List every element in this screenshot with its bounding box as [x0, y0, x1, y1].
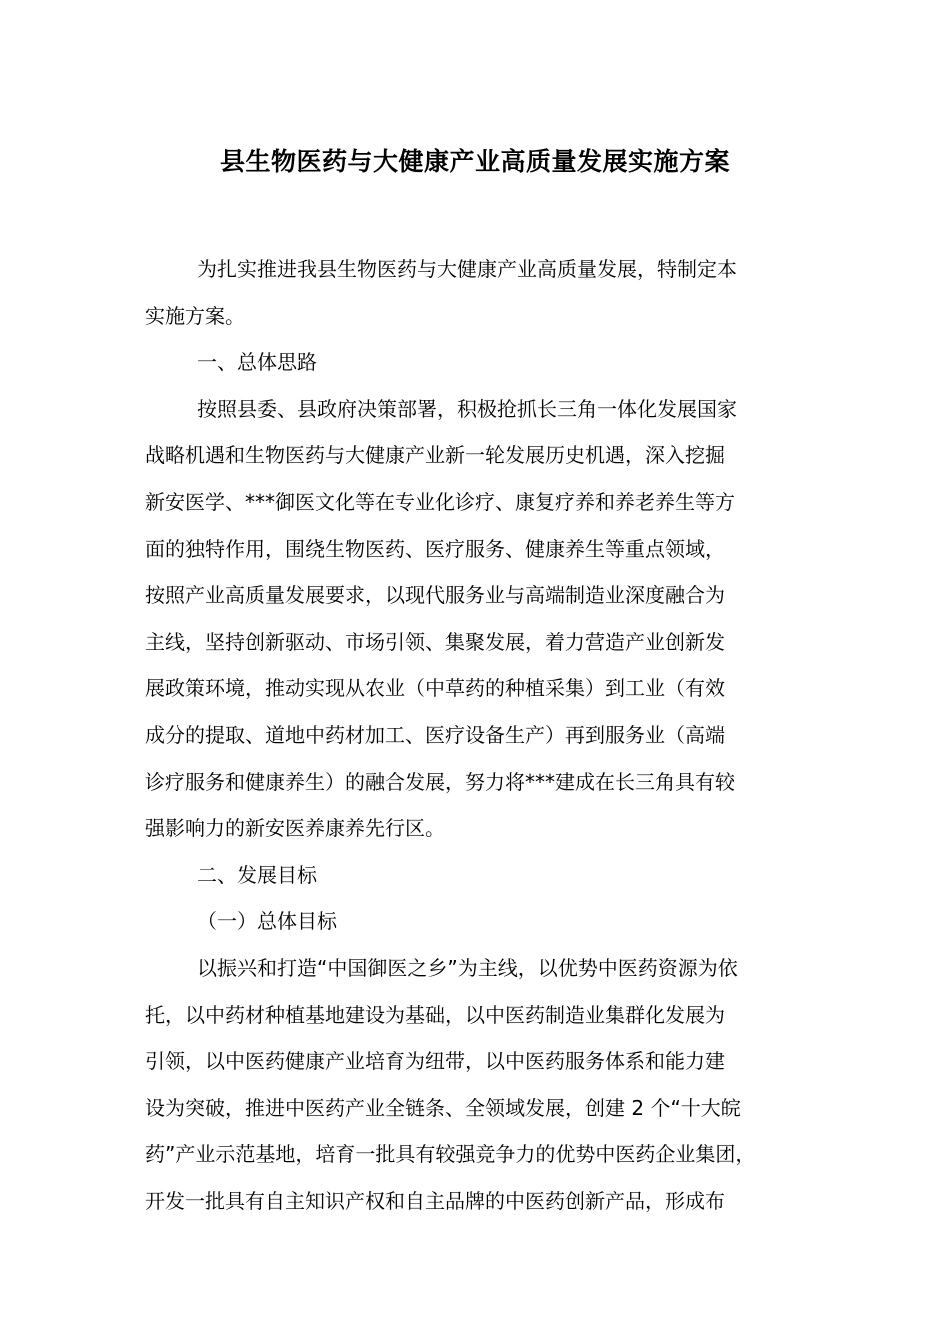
paragraph-line: 开发一批具有自主知识产权和自主品牌的中医药创新产品，形成布 [145, 1188, 725, 1213]
paragraph-line: 按照产业高质量发展要求，以现代服务业与高端制造业深度融合为 [145, 583, 725, 608]
paragraph-line: 按照县委、县政府决策部署，积极抢抓长三角一体化发展国家 [197, 396, 737, 421]
section2-paragraph [145, 945, 810, 1225]
document-body [145, 246, 810, 1224]
section-heading: 二、发展目标 [197, 862, 317, 887]
paragraph-line: 战略机遇和生物医药与大健康产业新一轮发展历史机遇，深入挖掘 [145, 443, 725, 468]
paragraph-line: 面的独特作用，围绕生物医药、医疗服务、健康养生等重点领域， [145, 536, 725, 561]
paragraph-line: 以振兴和打造“中国御医之乡”为主线，以优势中医药资源为依 [197, 955, 738, 980]
section2-heading [145, 852, 810, 899]
intro-paragraph [145, 246, 810, 339]
paragraph-line: 主线，坚持创新驱动、市场引领、集聚发展，着力营造产业创新发 [145, 629, 725, 654]
intro-line: 为扎实推进我县生物医药与大健康产业高质量发展，特制定本 [197, 257, 737, 281]
paragraph-line: 展政策环境，推动实现从农业（中草药的种植采集）到工业（有效 [145, 676, 725, 701]
paragraph-line: 引领，以中医药健康产业培育为纽带，以中医药服务体系和能力建 [145, 1049, 725, 1074]
section1-heading [145, 339, 810, 386]
section1-paragraph [145, 386, 810, 852]
section2-subheading [145, 898, 810, 945]
paragraph-line: 强影响力的新安医养康养先行区。 [145, 816, 445, 841]
paragraph-line: 新安医学、***御医文化等在专业化诊疗、康复疗养和养老养生等方 [145, 489, 735, 514]
intro-line: 实施方案。 [145, 303, 245, 328]
document-title: 县生物医药与大健康产业高质量发展实施方案 [219, 147, 730, 176]
paragraph-line: 托，以中药材种植基地建设为基础，以中医药制造业集群化发展为 [145, 1002, 725, 1027]
paragraph-line: 诊疗服务和健康养生）的融合发展，努力将***建成在长三角具有较 [145, 769, 735, 794]
section-heading: 一、总体思路 [197, 350, 317, 375]
paragraph-line: 药”产业示范基地，培育一批具有较强竞争力的优势中医药企业集团， [145, 1142, 756, 1167]
subsection-heading: （一）总体目标 [197, 909, 337, 934]
paragraph-line: 设为突破，推进中医药产业全链条、全领域发展，创建 2 个“十大皖 [145, 1095, 741, 1120]
paragraph-line: 成分的提取、道地中药材加工、医疗设备生产）再到服务业（高端 [145, 722, 725, 747]
